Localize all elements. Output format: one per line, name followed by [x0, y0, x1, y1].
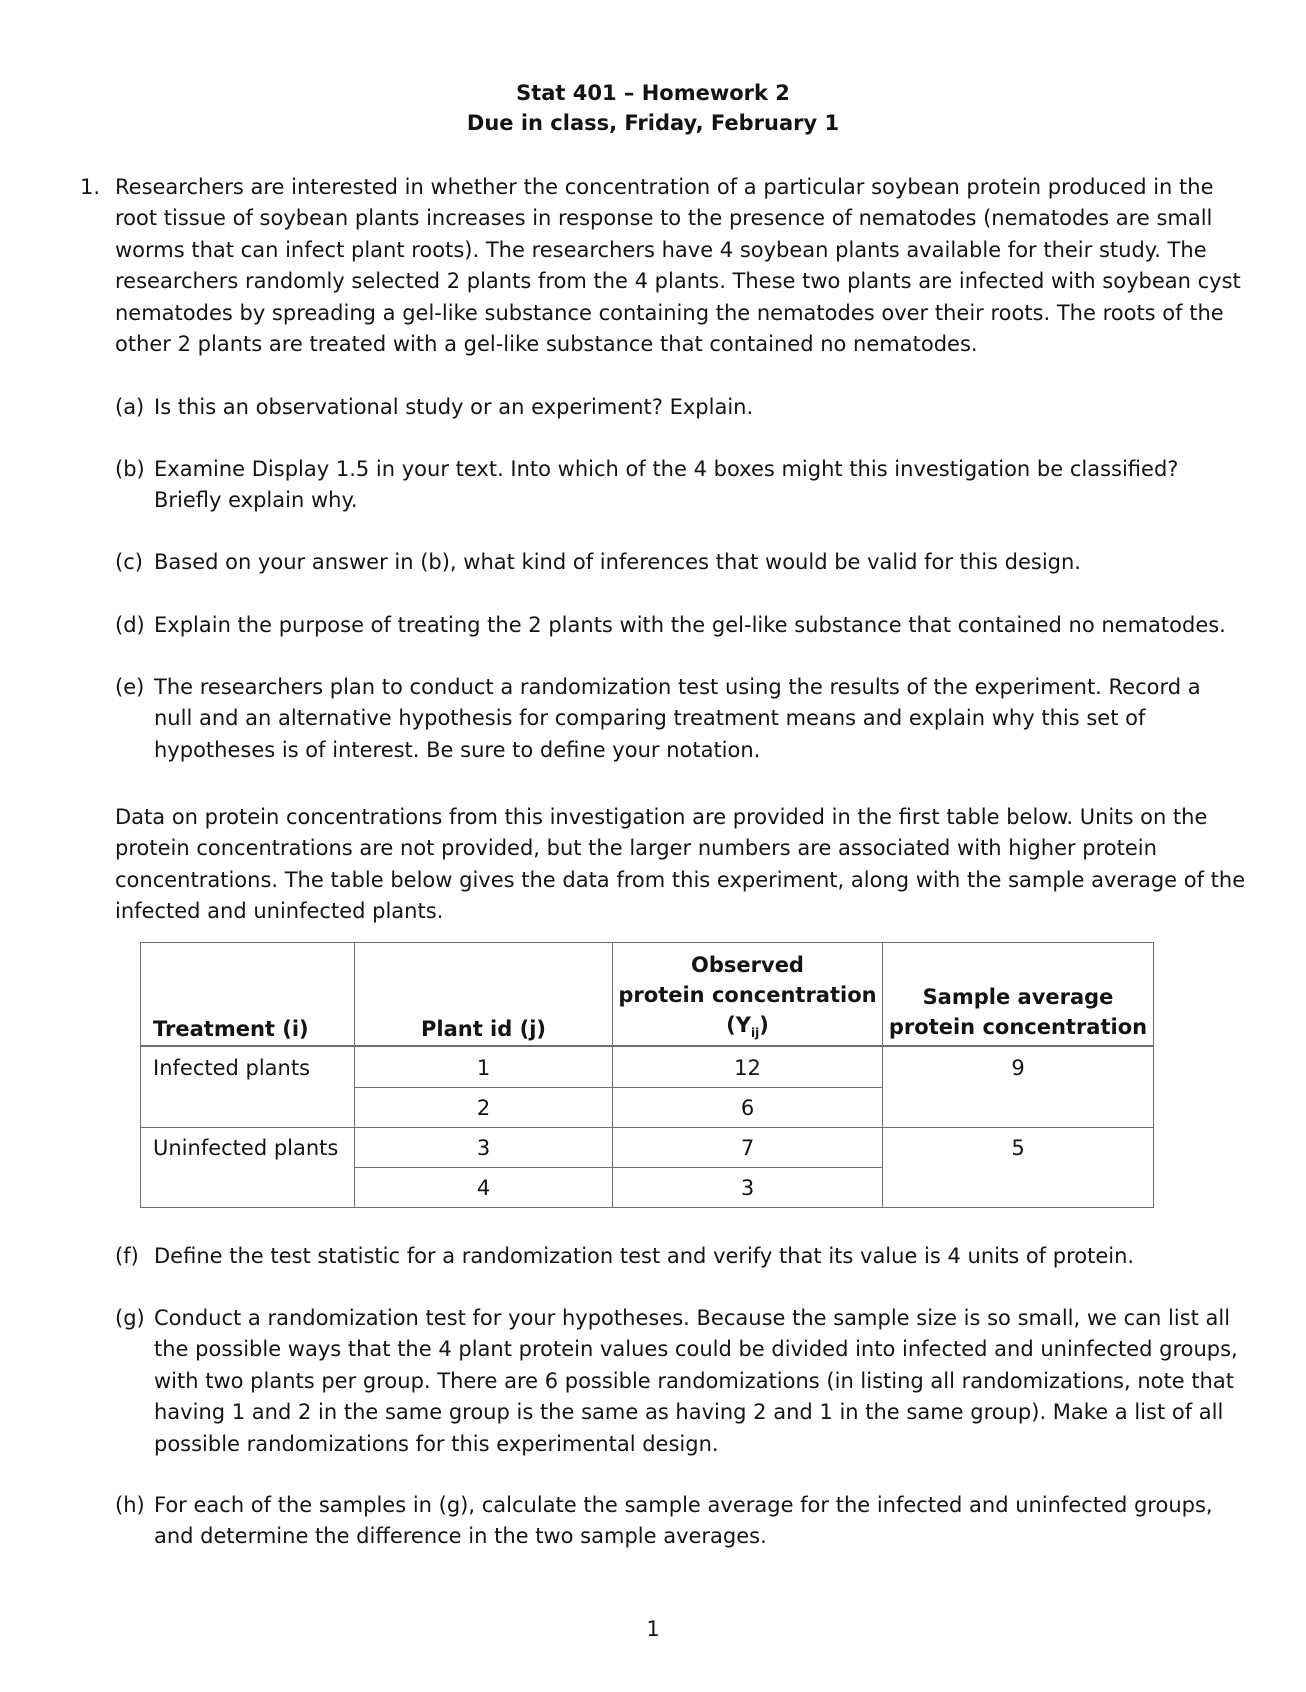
- table-border: [1153, 942, 1154, 1208]
- text-line: hypotheses is of interest. Be sure to define your notation.: [154, 737, 761, 762]
- plant-id-cell: 2: [476, 1096, 491, 1120]
- text-line: Explain the purpose of treating the 2 plants with the gel-like substance that contained no nematodes.: [154, 613, 1226, 637]
- text-line: with two plants per group. There are 6 possible randomizations (in listing all randomizations, note that: [154, 1368, 1234, 1393]
- text-line: Examine Display 1.5 in your text. Into which of the 4 boxes might this investigation be classified?: [154, 457, 1179, 481]
- text-line: Researchers are interested in whether the concentration of a particular soybean protein produced in the: [115, 175, 1214, 199]
- part-label: (d): [115, 613, 145, 637]
- text-line: Conduct a randomization test for your hypotheses. Because the sample size is so small, we can list all: [154, 1306, 1231, 1330]
- table-border: [140, 1207, 1154, 1208]
- text-line: null and an alternative hypothesis for comparing treatment means and explain why this set of: [154, 706, 1146, 731]
- text-line: Define the test statistic for a randomization test and verify that its value is 4 units of protein.: [154, 1244, 1135, 1268]
- header-observed: [613, 950, 882, 1048]
- table-row-divider: [354, 1087, 883, 1088]
- part-label: (c): [115, 550, 143, 574]
- page-number: 1: [646, 1617, 660, 1641]
- treatment-uninfected: Uninfected plants: [153, 1136, 339, 1160]
- header-line: Sample average: [922, 985, 1114, 1009]
- text-line: concentrations. The table below gives the data from this experiment, along with the sample average of the: [115, 867, 1246, 892]
- question-intro: [115, 172, 1241, 360]
- data-table: [140, 942, 1154, 1208]
- text-line: the possible ways that the 4 plant protein values could be divided into infected and uninfected groups,: [154, 1337, 1238, 1362]
- part-label: (g): [115, 1306, 145, 1330]
- text-line: worms that can infect plant roots). The researchers have 4 soybean plants available for their study. The: [115, 237, 1207, 262]
- question-number: 1.: [80, 175, 101, 199]
- text-line: having 1 and 2 in the same group is the same as having 2 and 1 in the same group). Make a list of all: [154, 1400, 1224, 1425]
- sample-average-cell: 5: [1011, 1136, 1025, 1160]
- protein-value-cell: 12: [734, 1056, 761, 1080]
- table-border: [140, 942, 141, 1208]
- header-line: protein concentration: [888, 1015, 1148, 1039]
- plant-id-cell: 4: [476, 1176, 491, 1200]
- part-label: (h): [115, 1493, 145, 1517]
- text-line: Briefly explain why.: [154, 488, 358, 513]
- part-label: (e): [115, 675, 145, 699]
- text-line: and determine the difference in the two sample averages.: [154, 1524, 767, 1549]
- text-line: Is this an observational study or an experiment? Explain.: [154, 395, 754, 419]
- text-line: infected and uninfected plants.: [115, 899, 444, 924]
- table-group-divider: [140, 1127, 1154, 1128]
- header-symbol-subscript: ij: [750, 1026, 760, 1041]
- part-label: (b): [115, 457, 145, 481]
- protein-value-cell: 3: [740, 1176, 755, 1200]
- part-label: (f): [115, 1244, 139, 1268]
- text-line: researchers randomly selected 2 plants from the 4 plants. These two plants are infected with soybean cyst: [115, 269, 1241, 294]
- text-line: protein concentrations are not provided, but the larger numbers are associated with higher protein: [115, 836, 1157, 861]
- part-label: (a): [115, 395, 145, 419]
- protein-value-cell: 7: [740, 1136, 755, 1160]
- due-date: Due in class, Friday, February 1: [466, 111, 840, 135]
- treatment-infected: Infected plants: [153, 1056, 311, 1080]
- plant-id-cell: 3: [476, 1136, 491, 1160]
- header-treatment: Treatment (i): [153, 1017, 309, 1041]
- header-line: Observed: [691, 953, 804, 977]
- table-border: [140, 942, 1154, 943]
- header-average: [883, 982, 1153, 1042]
- header-symbol-letter: Y: [735, 1013, 751, 1037]
- text-line: nematodes by spreading a gel-like substance containing the nematodes over their roots. The roots of the: [115, 300, 1224, 325]
- text-line: other 2 plants are treated with a gel-like substance that contained no nematodes.: [115, 332, 978, 357]
- text-line: root tissue of soybean plants increases in response to the presence of nematodes (nematodes are small: [115, 206, 1213, 231]
- sample-average-cell: 9: [1011, 1056, 1025, 1080]
- text-line: possible randomizations for this experimental design.: [154, 1431, 719, 1456]
- data-intro: [115, 802, 1246, 928]
- header-line: protein concentration: [618, 983, 877, 1007]
- plant-id-cell: 1: [476, 1056, 491, 1080]
- text-line: Based on your answer in (b), what kind of inferences that would be valid for this design.: [154, 550, 1081, 574]
- page-title: Stat 401 – Homework 2: [516, 81, 790, 105]
- header-symbol: $(Y_{ij})$: [726, 1013, 769, 1041]
- header-plant-id: Plant id (j): [421, 1017, 546, 1041]
- text-line: The researchers plan to conduct a randomization test using the results of the experiment. Record a: [154, 675, 1201, 699]
- protein-value-cell: 6: [740, 1096, 755, 1120]
- text-line: For each of the samples in (g), calculate the sample average for the infected and uninfected groups,: [154, 1493, 1213, 1517]
- text-line: Data on protein concentrations from this investigation are provided in the first table below. Units on the: [115, 805, 1208, 829]
- table-row-divider: [354, 1167, 883, 1168]
